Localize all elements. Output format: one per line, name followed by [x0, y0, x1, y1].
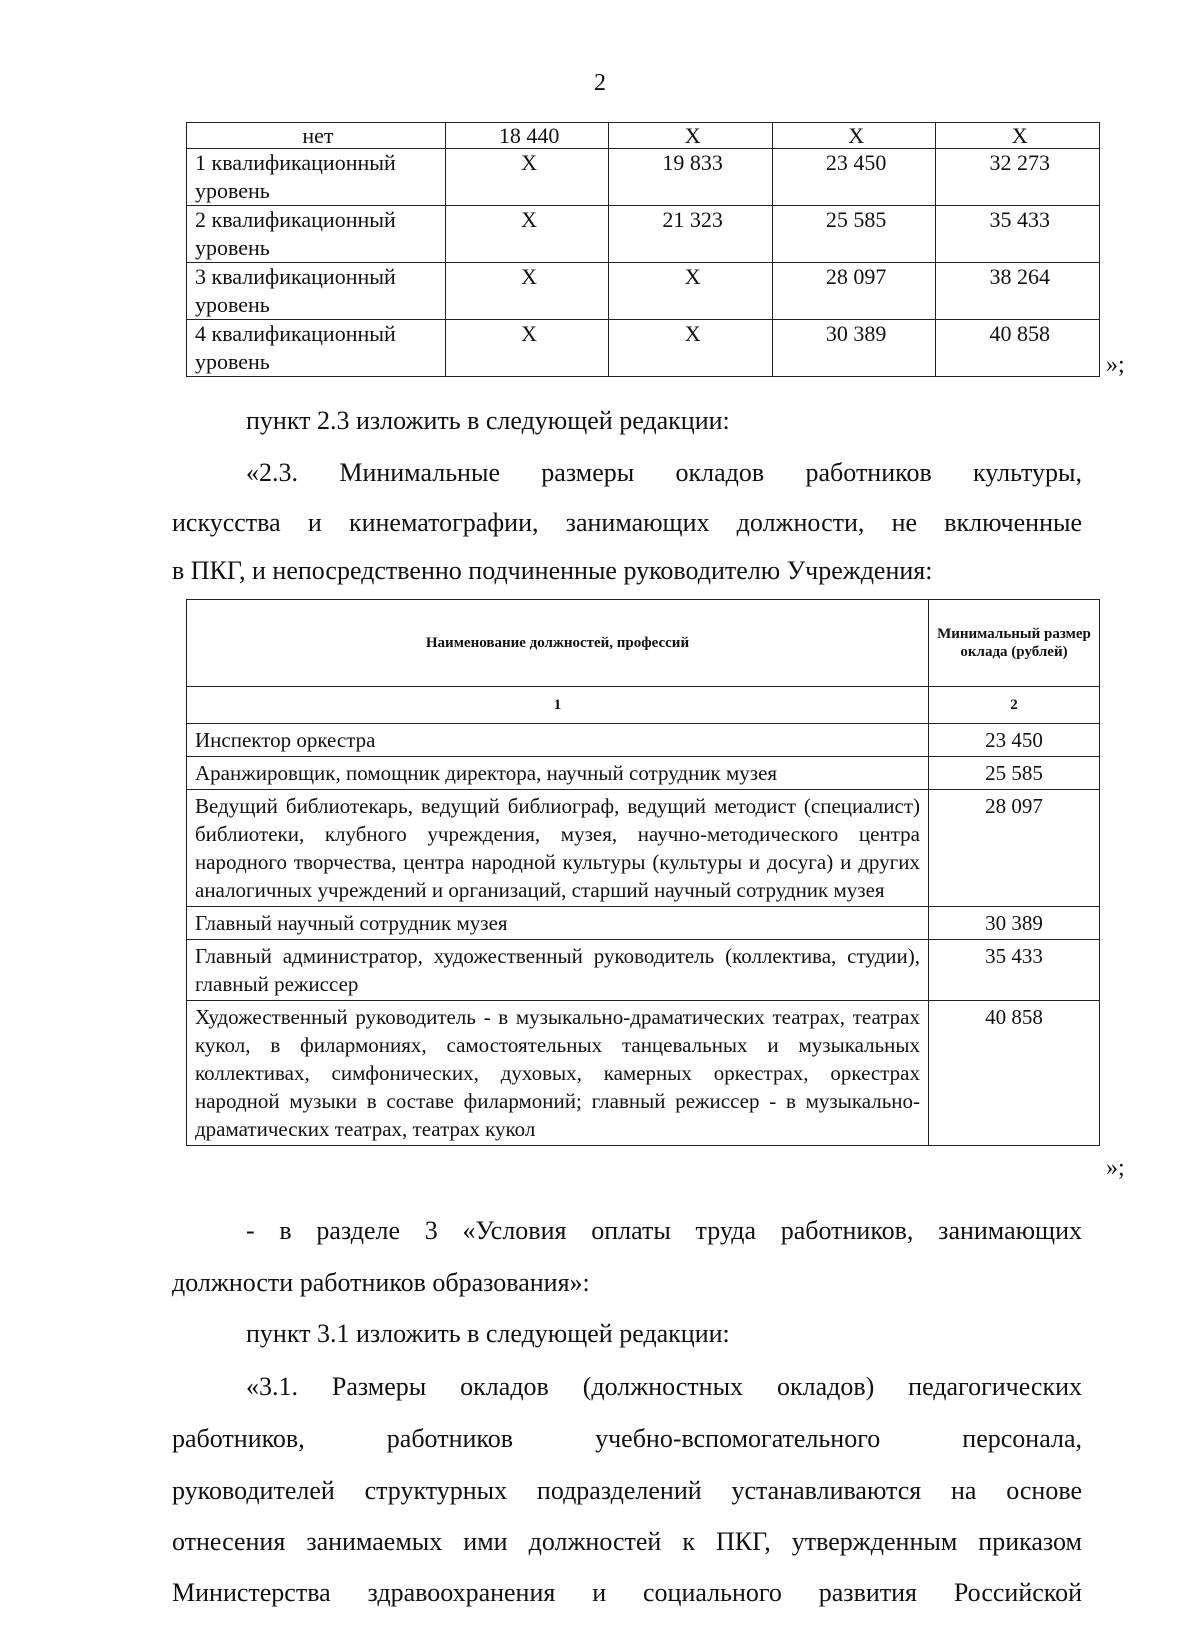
table-row [187, 320, 1100, 377]
section-3-line: должности работников образования»: [172, 1268, 590, 1297]
table-cell: X [445, 149, 609, 206]
table-cell: 40 858 [936, 320, 1100, 377]
table-cell: 1 квалификационный уровень [187, 149, 446, 206]
table-row [187, 940, 1100, 1001]
page-number: 2 [594, 70, 606, 96]
column-header-position: Наименование должностей, профессий [187, 600, 929, 687]
table-cell: 28 097 [772, 263, 936, 320]
table-cell: 21 323 [609, 206, 773, 263]
paragraph-3-1-line: руководителей структурных подразделений устанавливаются на основе [172, 1476, 1082, 1505]
paragraph-3-1-line: «3.1. Размеры окладов (должностных окладов) педагогических [246, 1372, 1082, 1401]
paragraph-2-3-line: в ПКГ, и непосредственно подчиненные руководителю Учреждения: [172, 556, 933, 585]
closing-quote: »; [1106, 1155, 1125, 1181]
position-name: Ведущий библиотекарь, ведущий библиограф, ведущий методист (специалист) библиотеки, клубного учреждения, музея, научно-методического центра народного творчества, центра народной культуры (культуры и досуга) и других аналогичных учреждений и организаций, старший научный сотрудник музея [187, 790, 929, 907]
section-3-line: - в разделе 3 «Условия оплаты труда работников, занимающих [246, 1216, 1082, 1245]
table-row [187, 724, 1100, 757]
position-name: Инспектор оркестра [187, 724, 929, 757]
table-header-row [187, 600, 1100, 687]
position-name: Главный научный сотрудник музея [187, 907, 929, 940]
table-cell: 4 квалификационный уровень [187, 320, 446, 377]
table-row [187, 149, 1100, 206]
table-row [187, 123, 1100, 149]
paragraph-2-3-line: искусства и кинематографии, занимающих должности, не включенные [172, 508, 1082, 537]
table-cell: X [445, 206, 609, 263]
table-cell: X [445, 320, 609, 377]
paragraph-2-3-line: «2.3. Минимальные размеры окладов работников культуры, [246, 458, 1082, 487]
column-number: 1 [187, 687, 929, 724]
table-row [187, 263, 1100, 320]
salary-value: 35 433 [929, 940, 1100, 1001]
salary-value: 40 858 [929, 1001, 1100, 1146]
table-cell: X [445, 263, 609, 320]
salary-value: 30 389 [929, 907, 1100, 940]
table-cell: 3 квалификационный уровень [187, 263, 446, 320]
table-cell: 32 273 [936, 149, 1100, 206]
column-header-salary: Минимальный размер оклада (рублей) [929, 600, 1100, 687]
position-name: Аранжировщик, помощник директора, научный сотрудник музея [187, 757, 929, 790]
salary-value: 25 585 [929, 757, 1100, 790]
salary-value: 28 097 [929, 790, 1100, 907]
table-cell: 30 389 [772, 320, 936, 377]
table-row [187, 907, 1100, 940]
salary-table [186, 599, 1100, 1146]
paragraph-2-3-intro: пункт 2.3 изложить в следующей редакции: [246, 406, 730, 435]
table-cell: 23 450 [772, 149, 936, 206]
table-cell: X [936, 123, 1100, 149]
paragraph-3-1-line: работников, работников учебно-вспомогательного персонала, [172, 1424, 1082, 1453]
table-cell: X [609, 320, 773, 377]
position-name: Художественный руководитель - в музыкально-драматических театрах, театрах кукол, в филармониях, самостоятельных танцевальных и музыкальных коллективах, симфонических, духовых, камерных оркестрах, оркестрах народной музыки в составе филармоний; главный режиссер - в музыкально-драматических театрах, театрах кукол [187, 1001, 929, 1146]
table-cell: X [609, 123, 773, 149]
table-row [187, 1001, 1100, 1146]
table-row [187, 790, 1100, 907]
table-row [187, 757, 1100, 790]
position-name: Главный администратор, художественный руководитель (коллектива, студии), главный режиссер [187, 940, 929, 1001]
paragraph-3-1-line: отнесения занимаемых ими должностей к ПКГ, утвержденным приказом [172, 1527, 1082, 1556]
qualification-table [186, 122, 1100, 377]
salary-value: 23 450 [929, 724, 1100, 757]
table-cell: 25 585 [772, 206, 936, 263]
table-cell: X [772, 123, 936, 149]
table-cell: 19 833 [609, 149, 773, 206]
table-cell: нет [187, 123, 446, 149]
table-row [187, 206, 1100, 263]
column-number: 2 [929, 687, 1100, 724]
closing-quote: »; [1106, 352, 1125, 378]
paragraph-3-1-intro: пункт 3.1 изложить в следующей редакции: [246, 1319, 730, 1348]
table-cell: 35 433 [936, 206, 1100, 263]
table-cell: X [609, 263, 773, 320]
paragraph-3-1-line: Министерства здравоохранения и социального развития Российской [172, 1578, 1082, 1607]
table-cell: 38 264 [936, 263, 1100, 320]
table-cell: 18 440 [445, 123, 609, 149]
column-number-row [187, 687, 1100, 724]
table-cell: 2 квалификационный уровень [187, 206, 446, 263]
